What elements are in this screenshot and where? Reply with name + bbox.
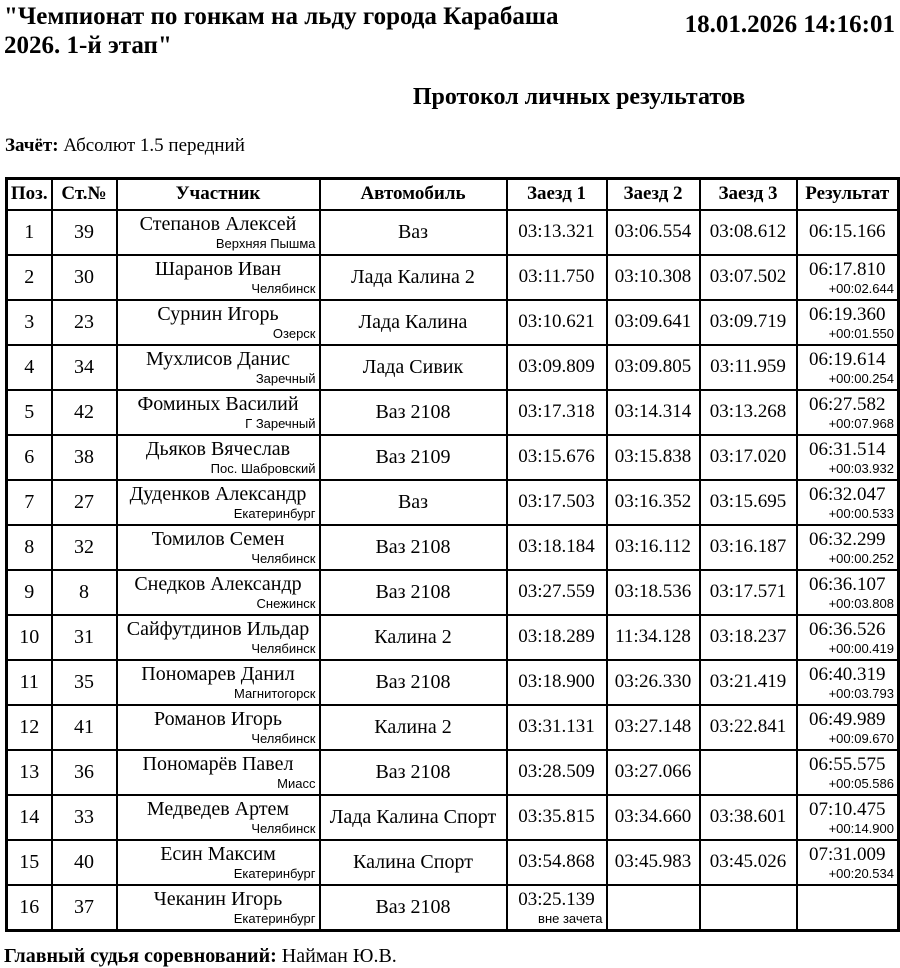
race1-time: 03:10.621 <box>518 311 595 332</box>
result-time: 06:17.810 <box>808 258 886 280</box>
car-cell: Ваз 2108 <box>320 570 507 615</box>
participant-cell <box>117 300 320 345</box>
participant-cell <box>117 795 320 840</box>
race1-cell <box>507 705 607 750</box>
standings-class-line <box>5 134 900 157</box>
result-cell <box>797 345 899 390</box>
result-time: 06:19.360 <box>808 303 886 325</box>
result-gap: +00:20.534 <box>828 865 894 881</box>
participant-name: Дуденков Александр <box>129 483 307 505</box>
start-number-cell: 23 <box>52 300 117 345</box>
car-cell: Ваз <box>320 210 507 255</box>
participant-cell <box>117 210 320 255</box>
participant-name: Пономарёв Павел <box>142 753 294 775</box>
car-cell: Калина Спорт <box>320 840 507 885</box>
race2-cell <box>607 885 700 931</box>
race2-cell: 03:10.308 <box>607 255 700 300</box>
position-cell: 12 <box>7 705 52 750</box>
position-cell: 11 <box>7 660 52 705</box>
column-header-start-number: Ст.№ <box>52 179 117 210</box>
race3-cell: 03:11.959 <box>700 345 797 390</box>
result-gap: +00:03.793 <box>828 685 894 701</box>
start-number-cell: 39 <box>52 210 117 255</box>
participant-cell <box>117 750 320 795</box>
race3-cell: 03:45.026 <box>700 840 797 885</box>
chief-judge-label: Главный судья соревнований: <box>4 944 277 967</box>
participant-city: Челябинск <box>251 551 316 566</box>
position-cell: 14 <box>7 795 52 840</box>
race1-cell <box>507 525 607 570</box>
participant-name: Сайфутдинов Ильдар <box>126 618 310 640</box>
race2-cell: 03:27.066 <box>607 750 700 795</box>
result-cell <box>797 615 899 660</box>
race2-cell: 03:06.554 <box>607 210 700 255</box>
participant-cell <box>117 615 320 660</box>
result-time: 06:32.047 <box>808 483 886 505</box>
result-gap: +00:05.586 <box>828 775 894 791</box>
result-gap: +00:00.419 <box>828 640 894 656</box>
participant-city: Челябинск <box>251 821 316 836</box>
participant-city: Екатеринбург <box>233 866 316 881</box>
table-row <box>7 525 899 570</box>
race2-cell: 03:34.660 <box>607 795 700 840</box>
table-row <box>7 345 899 390</box>
result-time: 06:36.526 <box>808 618 886 640</box>
table-row <box>7 255 899 300</box>
result-time: 06:36.107 <box>808 573 886 595</box>
participant-cell <box>117 480 320 525</box>
race1-time: 03:15.676 <box>518 446 595 467</box>
participant-city: Миасс <box>277 776 316 791</box>
race3-cell: 03:17.020 <box>700 435 797 480</box>
table-row <box>7 750 899 795</box>
result-cell <box>797 705 899 750</box>
result-gap: +00:14.900 <box>828 820 894 836</box>
race2-cell: 03:26.330 <box>607 660 700 705</box>
result-cell <box>797 570 899 615</box>
table-row <box>7 795 899 840</box>
chief-judge-line <box>4 944 900 968</box>
result-gap: +00:02.644 <box>828 280 894 296</box>
result-gap: +00:01.550 <box>828 325 894 341</box>
table-row <box>7 705 899 750</box>
result-cell <box>797 885 899 931</box>
result-cell <box>797 255 899 300</box>
race3-cell: 03:16.187 <box>700 525 797 570</box>
column-header-participant: Участник <box>117 179 320 210</box>
participant-name: Есин Максим <box>160 843 276 865</box>
result-time: 06:31.514 <box>808 438 886 460</box>
result-cell <box>797 660 899 705</box>
position-cell: 6 <box>7 435 52 480</box>
position-cell: 7 <box>7 480 52 525</box>
start-number-cell: 34 <box>52 345 117 390</box>
participant-cell <box>117 570 320 615</box>
race1-time: 03:17.318 <box>518 401 595 422</box>
participant-name: Сурнин Игорь <box>157 303 279 325</box>
race1-time: 03:18.184 <box>518 536 595 557</box>
race1-cell <box>507 570 607 615</box>
position-cell: 8 <box>7 525 52 570</box>
race2-cell: 03:16.352 <box>607 480 700 525</box>
participant-name: Степанов Алексей <box>139 213 297 235</box>
result-cell <box>797 750 899 795</box>
race2-cell: 03:18.536 <box>607 570 700 615</box>
race1-cell <box>507 345 607 390</box>
column-header-car: Автомобиль <box>320 179 507 210</box>
result-cell <box>797 840 899 885</box>
table-row <box>7 480 899 525</box>
race3-cell: 03:38.601 <box>700 795 797 840</box>
race1-time: 03:28.509 <box>518 761 595 782</box>
participant-city: Екатеринбург <box>233 911 316 926</box>
race3-cell: 03:13.268 <box>700 390 797 435</box>
race1-time: 03:09.809 <box>518 356 595 377</box>
participant-name: Дьяков Вячеслав <box>145 438 291 460</box>
race1-cell <box>507 750 607 795</box>
participant-name: Пономарев Данил <box>141 663 295 685</box>
race1-time: 03:25.139 <box>518 888 595 910</box>
participant-city: Г Заречный <box>245 416 316 431</box>
car-cell: Ваз 2109 <box>320 435 507 480</box>
table-row <box>7 210 899 255</box>
start-number-cell: 41 <box>52 705 117 750</box>
participant-name: Снедков Александр <box>134 573 302 595</box>
participant-city: Заречный <box>255 371 316 386</box>
position-cell: 9 <box>7 570 52 615</box>
start-number-cell: 35 <box>52 660 117 705</box>
start-number-cell: 27 <box>52 480 117 525</box>
participant-name: Романов Игорь <box>153 708 283 730</box>
race3-cell <box>700 885 797 931</box>
participant-city: Челябинск <box>251 731 316 746</box>
car-cell: Лада Калина <box>320 300 507 345</box>
race1-cell <box>507 435 607 480</box>
start-number-cell: 37 <box>52 885 117 931</box>
race1-time: 03:31.131 <box>518 716 595 737</box>
result-cell <box>797 795 899 840</box>
race2-cell: 03:14.314 <box>607 390 700 435</box>
chief-judge-name: Найман Ю.В. <box>281 944 397 967</box>
race3-cell: 03:18.237 <box>700 615 797 660</box>
race2-cell: 11:34.128 <box>607 615 700 660</box>
race3-cell: 03:08.612 <box>700 210 797 255</box>
race3-cell: 03:17.571 <box>700 570 797 615</box>
position-cell: 2 <box>7 255 52 300</box>
race2-cell: 03:09.805 <box>607 345 700 390</box>
table-row <box>7 615 899 660</box>
result-time: 06:27.582 <box>808 393 886 415</box>
result-time: 06:19.614 <box>808 348 886 370</box>
result-time: 06:55.575 <box>808 753 886 775</box>
race1-cell <box>507 885 607 931</box>
car-cell: Ваз 2108 <box>320 750 507 795</box>
race1-cell <box>507 795 607 840</box>
column-header-position: Поз. <box>7 179 52 210</box>
result-cell <box>797 435 899 480</box>
participant-city: Пос. Шабровский <box>210 461 316 476</box>
race1-time: 03:27.559 <box>518 581 595 602</box>
participant-city: Магнитогорск <box>233 686 316 701</box>
start-number-cell: 30 <box>52 255 117 300</box>
race3-cell: 03:09.719 <box>700 300 797 345</box>
column-header-race2: Заезд 2 <box>607 179 700 210</box>
position-cell: 5 <box>7 390 52 435</box>
position-cell: 10 <box>7 615 52 660</box>
car-cell: Лада Калина Спорт <box>320 795 507 840</box>
result-gap: +00:03.808 <box>828 595 894 611</box>
table-row <box>7 300 899 345</box>
start-number-cell: 33 <box>52 795 117 840</box>
participant-city: Снежинск <box>256 596 316 611</box>
participant-cell <box>117 525 320 570</box>
position-cell: 13 <box>7 750 52 795</box>
result-gap: +00:00.533 <box>828 505 894 521</box>
participant-name: Фоминых Василий <box>137 393 299 415</box>
event-title <box>4 2 644 60</box>
standings-class-label: Зачёт: <box>5 135 59 156</box>
event-title-line1: "Чемпионат по гонкам на льду города Карабаша <box>4 3 559 30</box>
race1-time: 03:54.868 <box>518 851 595 872</box>
result-cell <box>797 300 899 345</box>
race2-cell: 03:09.641 <box>607 300 700 345</box>
race2-cell: 03:27.148 <box>607 705 700 750</box>
participant-name: Мухлисов Данис <box>145 348 291 370</box>
table-row <box>7 660 899 705</box>
car-cell: Ваз 2108 <box>320 660 507 705</box>
race3-cell: 03:07.502 <box>700 255 797 300</box>
start-number-cell: 42 <box>52 390 117 435</box>
car-cell: Лада Сивик <box>320 345 507 390</box>
race2-cell: 03:15.838 <box>607 435 700 480</box>
race1-time: 03:11.750 <box>518 266 595 287</box>
race1-cell <box>507 210 607 255</box>
event-title-line2: 2026. 1-й этап" <box>4 32 172 59</box>
report-title: Протокол личных результатов <box>412 84 746 110</box>
race1-cell <box>507 840 607 885</box>
participant-city: Екатеринбург <box>233 506 316 521</box>
participant-cell <box>117 435 320 480</box>
table-row <box>7 390 899 435</box>
race3-cell: 03:15.695 <box>700 480 797 525</box>
participant-cell <box>117 705 320 750</box>
race1-cell <box>507 300 607 345</box>
table-row <box>7 885 899 931</box>
start-number-cell: 8 <box>52 570 117 615</box>
position-cell: 16 <box>7 885 52 931</box>
column-header-race1: Заезд 1 <box>507 179 607 210</box>
column-header-result: Результат <box>797 179 899 210</box>
result-time: 07:31.009 <box>808 843 886 865</box>
race1-time: 03:18.289 <box>518 626 595 647</box>
race1-cell <box>507 615 607 660</box>
table-row <box>7 570 899 615</box>
race1-cell <box>507 660 607 705</box>
participant-cell <box>117 345 320 390</box>
race1-cell <box>507 255 607 300</box>
race1-cell <box>507 480 607 525</box>
result-gap: +00:07.968 <box>828 415 894 431</box>
race3-cell <box>700 750 797 795</box>
result-time: 06:15.166 <box>808 221 886 242</box>
result-time: 06:40.319 <box>808 663 886 685</box>
position-cell: 15 <box>7 840 52 885</box>
car-cell: Ваз <box>320 480 507 525</box>
result-gap: +00:00.252 <box>828 550 894 566</box>
participant-cell <box>117 885 320 931</box>
page-header <box>0 0 900 60</box>
start-number-cell: 32 <box>52 525 117 570</box>
position-cell: 1 <box>7 210 52 255</box>
result-time: 06:32.299 <box>808 528 886 550</box>
participant-cell <box>117 255 320 300</box>
race1-time: 03:35.815 <box>518 806 595 827</box>
table-row <box>7 435 899 480</box>
participant-name: Медведев Артем <box>146 798 290 820</box>
race3-cell: 03:21.419 <box>700 660 797 705</box>
participant-city: Верхняя Пышма <box>215 236 316 251</box>
participant-cell <box>117 840 320 885</box>
report-datetime: 18.01.2026 14:16:01 <box>684 11 895 38</box>
race1-note: вне зачета <box>538 910 603 926</box>
result-gap: +00:09.670 <box>828 730 894 746</box>
car-cell: Калина 2 <box>320 615 507 660</box>
position-cell: 4 <box>7 345 52 390</box>
result-cell <box>797 210 899 255</box>
participant-name: Томилов Семен <box>151 528 285 550</box>
car-cell: Ваз 2108 <box>320 390 507 435</box>
race1-time: 03:17.503 <box>518 491 595 512</box>
result-cell <box>797 525 899 570</box>
start-number-cell: 31 <box>52 615 117 660</box>
start-number-cell: 40 <box>52 840 117 885</box>
car-cell: Ваз 2108 <box>320 885 507 931</box>
results-table-header <box>7 179 899 210</box>
participant-name: Чеканин Игорь <box>153 888 283 910</box>
table-row <box>7 840 899 885</box>
standings-class-value: Абсолют 1.5 передний <box>63 135 245 156</box>
results-table <box>5 177 900 932</box>
result-time: 07:10.475 <box>808 798 886 820</box>
participant-cell <box>117 660 320 705</box>
participant-name: Шаранов Иван <box>154 258 282 280</box>
column-header-race3: Заезд 3 <box>700 179 797 210</box>
result-cell <box>797 390 899 435</box>
result-gap: +00:00.254 <box>828 370 894 386</box>
car-cell: Ваз 2108 <box>320 525 507 570</box>
participant-city: Челябинск <box>251 641 316 656</box>
participant-city: Озерск <box>272 326 316 341</box>
race2-cell: 03:16.112 <box>607 525 700 570</box>
result-time: 06:49.989 <box>808 708 886 730</box>
race3-cell: 03:22.841 <box>700 705 797 750</box>
car-cell: Лада Калина 2 <box>320 255 507 300</box>
start-number-cell: 36 <box>52 750 117 795</box>
participant-cell <box>117 390 320 435</box>
results-tbody <box>7 210 899 931</box>
result-gap: +00:03.932 <box>828 460 894 476</box>
race2-cell: 03:45.983 <box>607 840 700 885</box>
result-cell <box>797 480 899 525</box>
start-number-cell: 38 <box>52 435 117 480</box>
race1-time: 03:18.900 <box>518 671 595 692</box>
participant-city: Челябинск <box>251 281 316 296</box>
race1-time: 03:13.321 <box>518 221 595 242</box>
race1-cell <box>507 390 607 435</box>
position-cell: 3 <box>7 300 52 345</box>
car-cell: Калина 2 <box>320 705 507 750</box>
